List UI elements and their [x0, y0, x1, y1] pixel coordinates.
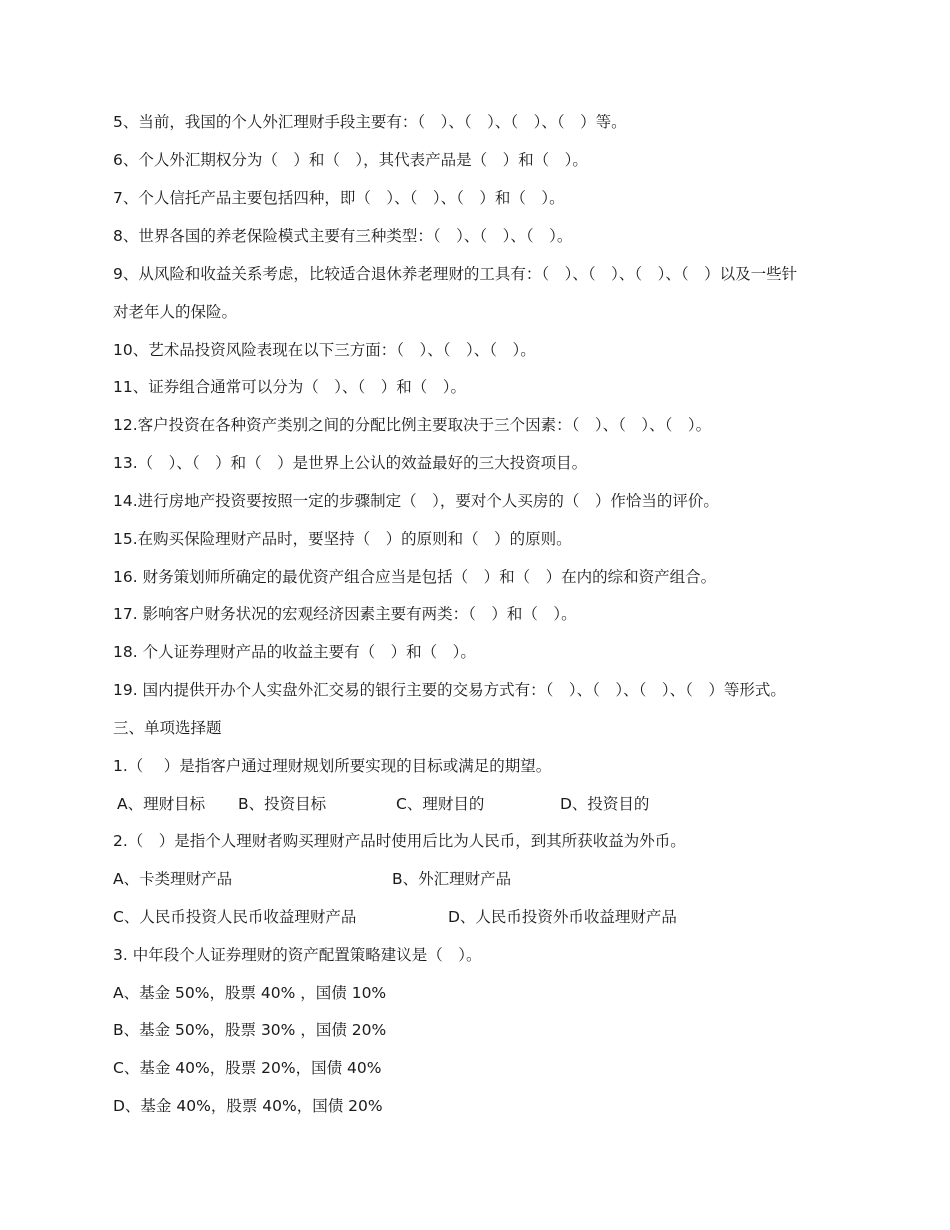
question-10: 10、艺术品投资风险表现在以下三方面：（ ）、（ ）、（ ）。 [113, 341, 536, 359]
section-title: 三、单项选择题 [113, 719, 222, 737]
mc-question-3-option-d: D、基金 40%，股票 40%，国债 20% [113, 1097, 383, 1115]
question-6: 6、个人外汇期权分为（ ）和（ ），其代表产品是（ ）和（ ）。 [113, 151, 588, 169]
question-11: 11、证券组合通常可以分为（ ）、（ ）和（ ）。 [113, 378, 466, 396]
question-7: 7、个人信托产品主要包括四种，即（ ）、（ ）、（ ）和（ ）。 [113, 189, 565, 207]
mc-question-3-option-c: C、基金 40%，股票 20%，国债 40% [113, 1059, 382, 1077]
mc-question-2-stem: 2.（ ）是指个人理财者购买理财产品时使用后比为人民币，到其所获收益为外币。 [113, 832, 686, 850]
question-17: 17. 影响客户财务状况的宏观经济因素主要有两类：（ ）和（ ）。 [113, 605, 577, 623]
mc-question-1-stem: 1.（ ）是指客户通过理财规划所要实现的目标或满足的期望。 [113, 757, 552, 775]
mc-question-2-option-d: D、人民币投资外币收益理财产品 [448, 908, 677, 926]
question-18: 18. 个人证券理财产品的收益主要有（ ）和（ ）。 [113, 643, 476, 661]
question-16: 16. 财务策划师所确定的最优资产组合应当是包括（ ）和（ ）在内的综和资产组合。 [113, 568, 717, 586]
mc-question-3-stem: 3. 中年段个人证券理财的资产配置策略建议是（ ）。 [113, 946, 482, 964]
question-14: 14.进行房地产投资要按照一定的步骤制定（ ），要对个人买房的（ ）作恰当的评价。 [113, 492, 719, 510]
mc-question-2-option-b: B、外汇理财产品 [392, 870, 512, 888]
question-12: 12.客户投资在各种资产类别之间的分配比例主要取决于三个因素：（ ）、（ ）、（ ）。 [113, 416, 712, 434]
question-9-line-1: 9、从风险和收益关系考虑，比较适合退休养老理财的工具有：（ ）、（ ）、（ ）、（ ）以及一些针 [113, 265, 798, 283]
question-19: 19. 国内提供开办个人实盘外汇交易的银行主要的交易方式有：（ ）、（ ）、（ ）、（ ）等形式。 [113, 681, 786, 699]
mc-question-3-option-b: B、基金 50%，股票 30% ，国债 20% [113, 1021, 387, 1039]
mc-question-2-option-c: C、人民币投资人民币收益理财产品 [113, 908, 357, 926]
mc-question-1-option-a: A、理财目标 [117, 795, 206, 813]
question-15: 15.在购买保险理财产品时，要坚持（ ）的原则和（ ）的原则。 [113, 530, 572, 548]
question-8: 8、世界各国的养老保险模式主要有三种类型：（ ）、（ ）、（ ）。 [113, 227, 573, 245]
question-13: 13.（ ）、（ ）和（ ）是世界上公认的效益最好的三大投资项目。 [113, 454, 588, 472]
mc-question-1-option-d: D、投资目的 [560, 795, 650, 813]
question-5: 5、当前，我国的个人外汇理财手段主要有：（ ）、（ ）、（ ）、（ ）等。 [113, 113, 627, 131]
mc-question-3-option-a: A、基金 50%，股票 40% ，国债 10% [113, 984, 387, 1002]
mc-question-2-option-a: A、卡类理财产品 [113, 870, 233, 888]
question-9-line-2: 对老年人的保险。 [113, 303, 238, 321]
mc-question-1-option-b: B、投资目标 [238, 795, 327, 813]
mc-question-1-option-c: C、理财目的 [396, 795, 485, 813]
